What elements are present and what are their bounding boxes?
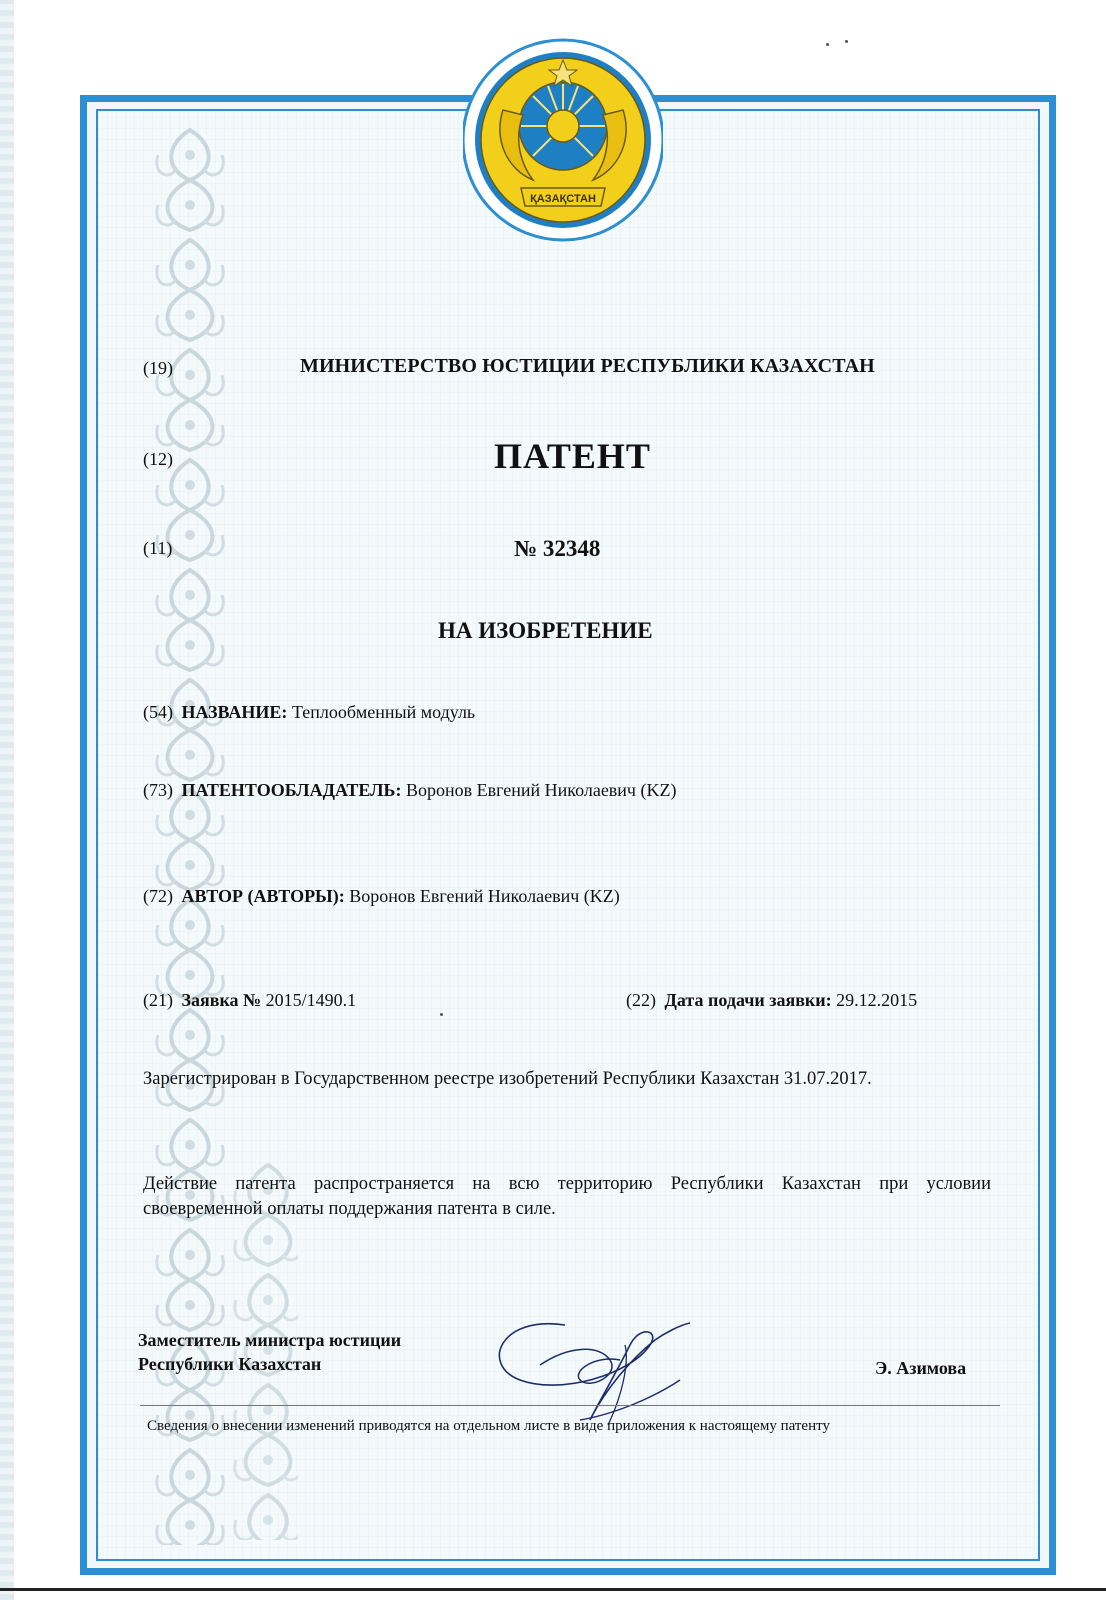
patent-number: № 32348 — [514, 536, 601, 561]
field-application-value: 2015/1490.1 — [265, 990, 357, 1010]
field-filing-date-code: (22) — [626, 990, 656, 1010]
ministry-code: (19) — [143, 358, 173, 378]
signatory-name: Э. Азимова — [875, 1358, 967, 1378]
field-filing-date — [626, 989, 917, 1011]
field-author — [143, 885, 620, 907]
patent-subject: НА ИЗОБРЕТЕНИЕ — [438, 618, 653, 643]
paper-edge-strip — [0, 0, 14, 1600]
footer-note: Сведения о внесении изменений приводятся на отдельном листе в виде приложения к настоящему патенту — [147, 1418, 830, 1434]
field-title-code: (54) — [143, 702, 173, 722]
field-holder-label: ПАТЕНТООБЛАДАТЕЛЬ: — [181, 780, 402, 800]
field-holder-code: (73) — [143, 780, 173, 800]
field-application — [143, 989, 356, 1011]
field-title-value: Теплообменный модуль — [291, 702, 476, 722]
signature-divider — [140, 1405, 1000, 1406]
registration-text: Зарегистрирован в Государственном реестре изобретений Республики Казахстан 31.07.2017. — [143, 1069, 872, 1089]
field-author-value: Воронов Евгений Николаевич (KZ) — [349, 886, 620, 906]
page-bottom-edge — [0, 1588, 1106, 1591]
signatory-position-line2: Республики Казахстан — [138, 1354, 322, 1374]
field-holder-value: Воронов Евгений Николаевич (KZ) — [405, 780, 677, 800]
scan-speck — [440, 1013, 443, 1016]
field-filing-date-value: 29.12.2015 — [836, 990, 918, 1010]
validity-text: Действие патента распространяется на всю территорию Республики Казахстан при условии своевременной оплаты поддержания патента в силе. — [143, 1174, 991, 1219]
scan-speck — [845, 40, 848, 43]
field-author-code: (72) — [143, 886, 173, 906]
field-author-label: АВТОР (АВТОРЫ): — [181, 886, 345, 906]
scan-speck — [826, 43, 829, 46]
number-code: (11) — [143, 538, 173, 558]
signatory-position-line1: Заместитель министра юстиции — [138, 1330, 402, 1350]
field-holder — [143, 779, 676, 801]
field-title-label: НАЗВАНИЕ: — [181, 702, 288, 722]
patent-title: ПАТЕНТ — [494, 436, 651, 476]
field-filing-date-label: Дата подачи заявки: — [664, 990, 832, 1010]
field-application-code: (21) — [143, 990, 173, 1010]
signatory-position — [138, 1328, 401, 1376]
field-title — [143, 701, 475, 723]
field-application-label: Заявка № — [181, 990, 262, 1010]
state-emblem-icon — [463, 30, 663, 250]
kind-code: (12) — [143, 449, 173, 469]
svg-text:ҚАЗАҚСТАН: ҚАЗАҚСТАН — [530, 193, 596, 205]
ministry-name: МИНИСТЕРСТВО ЮСТИЦИИ РЕСПУБЛИКИ КАЗАХСТАН — [300, 355, 875, 377]
